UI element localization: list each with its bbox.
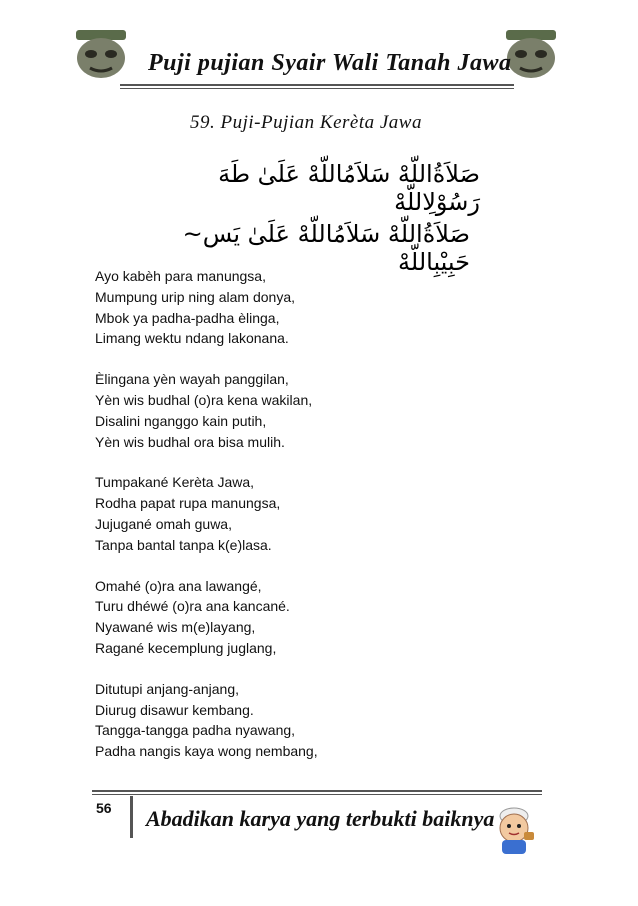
- header-rule: [120, 84, 514, 86]
- poem-line: Tumpakané Kerèta Jawa,: [95, 474, 255, 491]
- mascot-character-icon: [486, 802, 542, 858]
- header-title: Puji pujian Syair Wali Tanah Jawa: [148, 50, 512, 76]
- poem-line: Èlingana yèn wayah panggilan,: [95, 371, 289, 388]
- page-number: 56: [96, 800, 112, 816]
- stanza-3: [95, 472, 535, 555]
- stanza-5: [95, 679, 535, 762]
- poem-line: Diurug disawur kembang.: [95, 701, 254, 718]
- stanza-2: [95, 369, 535, 452]
- poem-line: Mumpung urip ning alam donya,: [95, 288, 296, 305]
- poem-body: [95, 266, 535, 782]
- footer-rule-thin: [92, 794, 542, 795]
- mask-decoration-left: [70, 28, 132, 80]
- footer-rule: [92, 790, 542, 792]
- poem-line: Turu dhéwé (o)ra ana kancané.: [95, 598, 290, 615]
- poem-line: Omahé (o)ra ana lawangé,: [95, 577, 262, 594]
- poem-line: Ayo kabèh para manungsa,: [95, 268, 266, 284]
- poem-line: Padha nangis kaya wong nembang,: [95, 743, 318, 760]
- section-title: 59. Puji-Pujian Kerèta Jawa: [190, 112, 422, 133]
- poem-line: Yèn wis budhal (o)ra kena wakilan,: [95, 391, 313, 408]
- poem-line: Ditutupi anjang-anjang,: [95, 680, 239, 697]
- header-rule-thin: [120, 88, 514, 89]
- poem-line: Nyawané wis m(e)layang,: [95, 619, 256, 636]
- poem-line: Rodha papat rupa manungsa,: [95, 495, 281, 512]
- poem-line: Ragané kecemplung juglang,: [95, 639, 277, 656]
- poem-line: Disalini nganggo kain putih,: [95, 412, 267, 429]
- poem-line: Tangga-tangga padha nyawang,: [95, 722, 296, 739]
- poem-line: Yèn wis budhal ora bisa mulih.: [95, 433, 285, 450]
- poem-line: Tanpa bantal tanpa k(e)lasa.: [95, 536, 272, 553]
- stanza-1: [95, 266, 535, 349]
- stanza-4: [95, 576, 535, 659]
- poem-line: Limang wektu ndang lakonana.: [95, 330, 289, 347]
- arabic-verse-2: صَلاَةُاللّهْ سَلاَمُاللّهْ عَلَىٰ يَس~ حَبِيْبِاللّهْ: [182, 220, 470, 276]
- arabic-verse-1: صَلاَةُاللّهْ سَلاَمُاللّهْ عَلَىٰ طَهَ رَسُوْلِاللّهْ: [218, 160, 480, 216]
- footer-divider: [130, 796, 133, 838]
- footer-motto: Abadikan karya yang terbukti baiknya: [146, 806, 495, 831]
- poem-line: Mbok ya padha-padha èlinga,: [95, 309, 280, 326]
- poem-line: Jujugané omah guwa,: [95, 515, 232, 532]
